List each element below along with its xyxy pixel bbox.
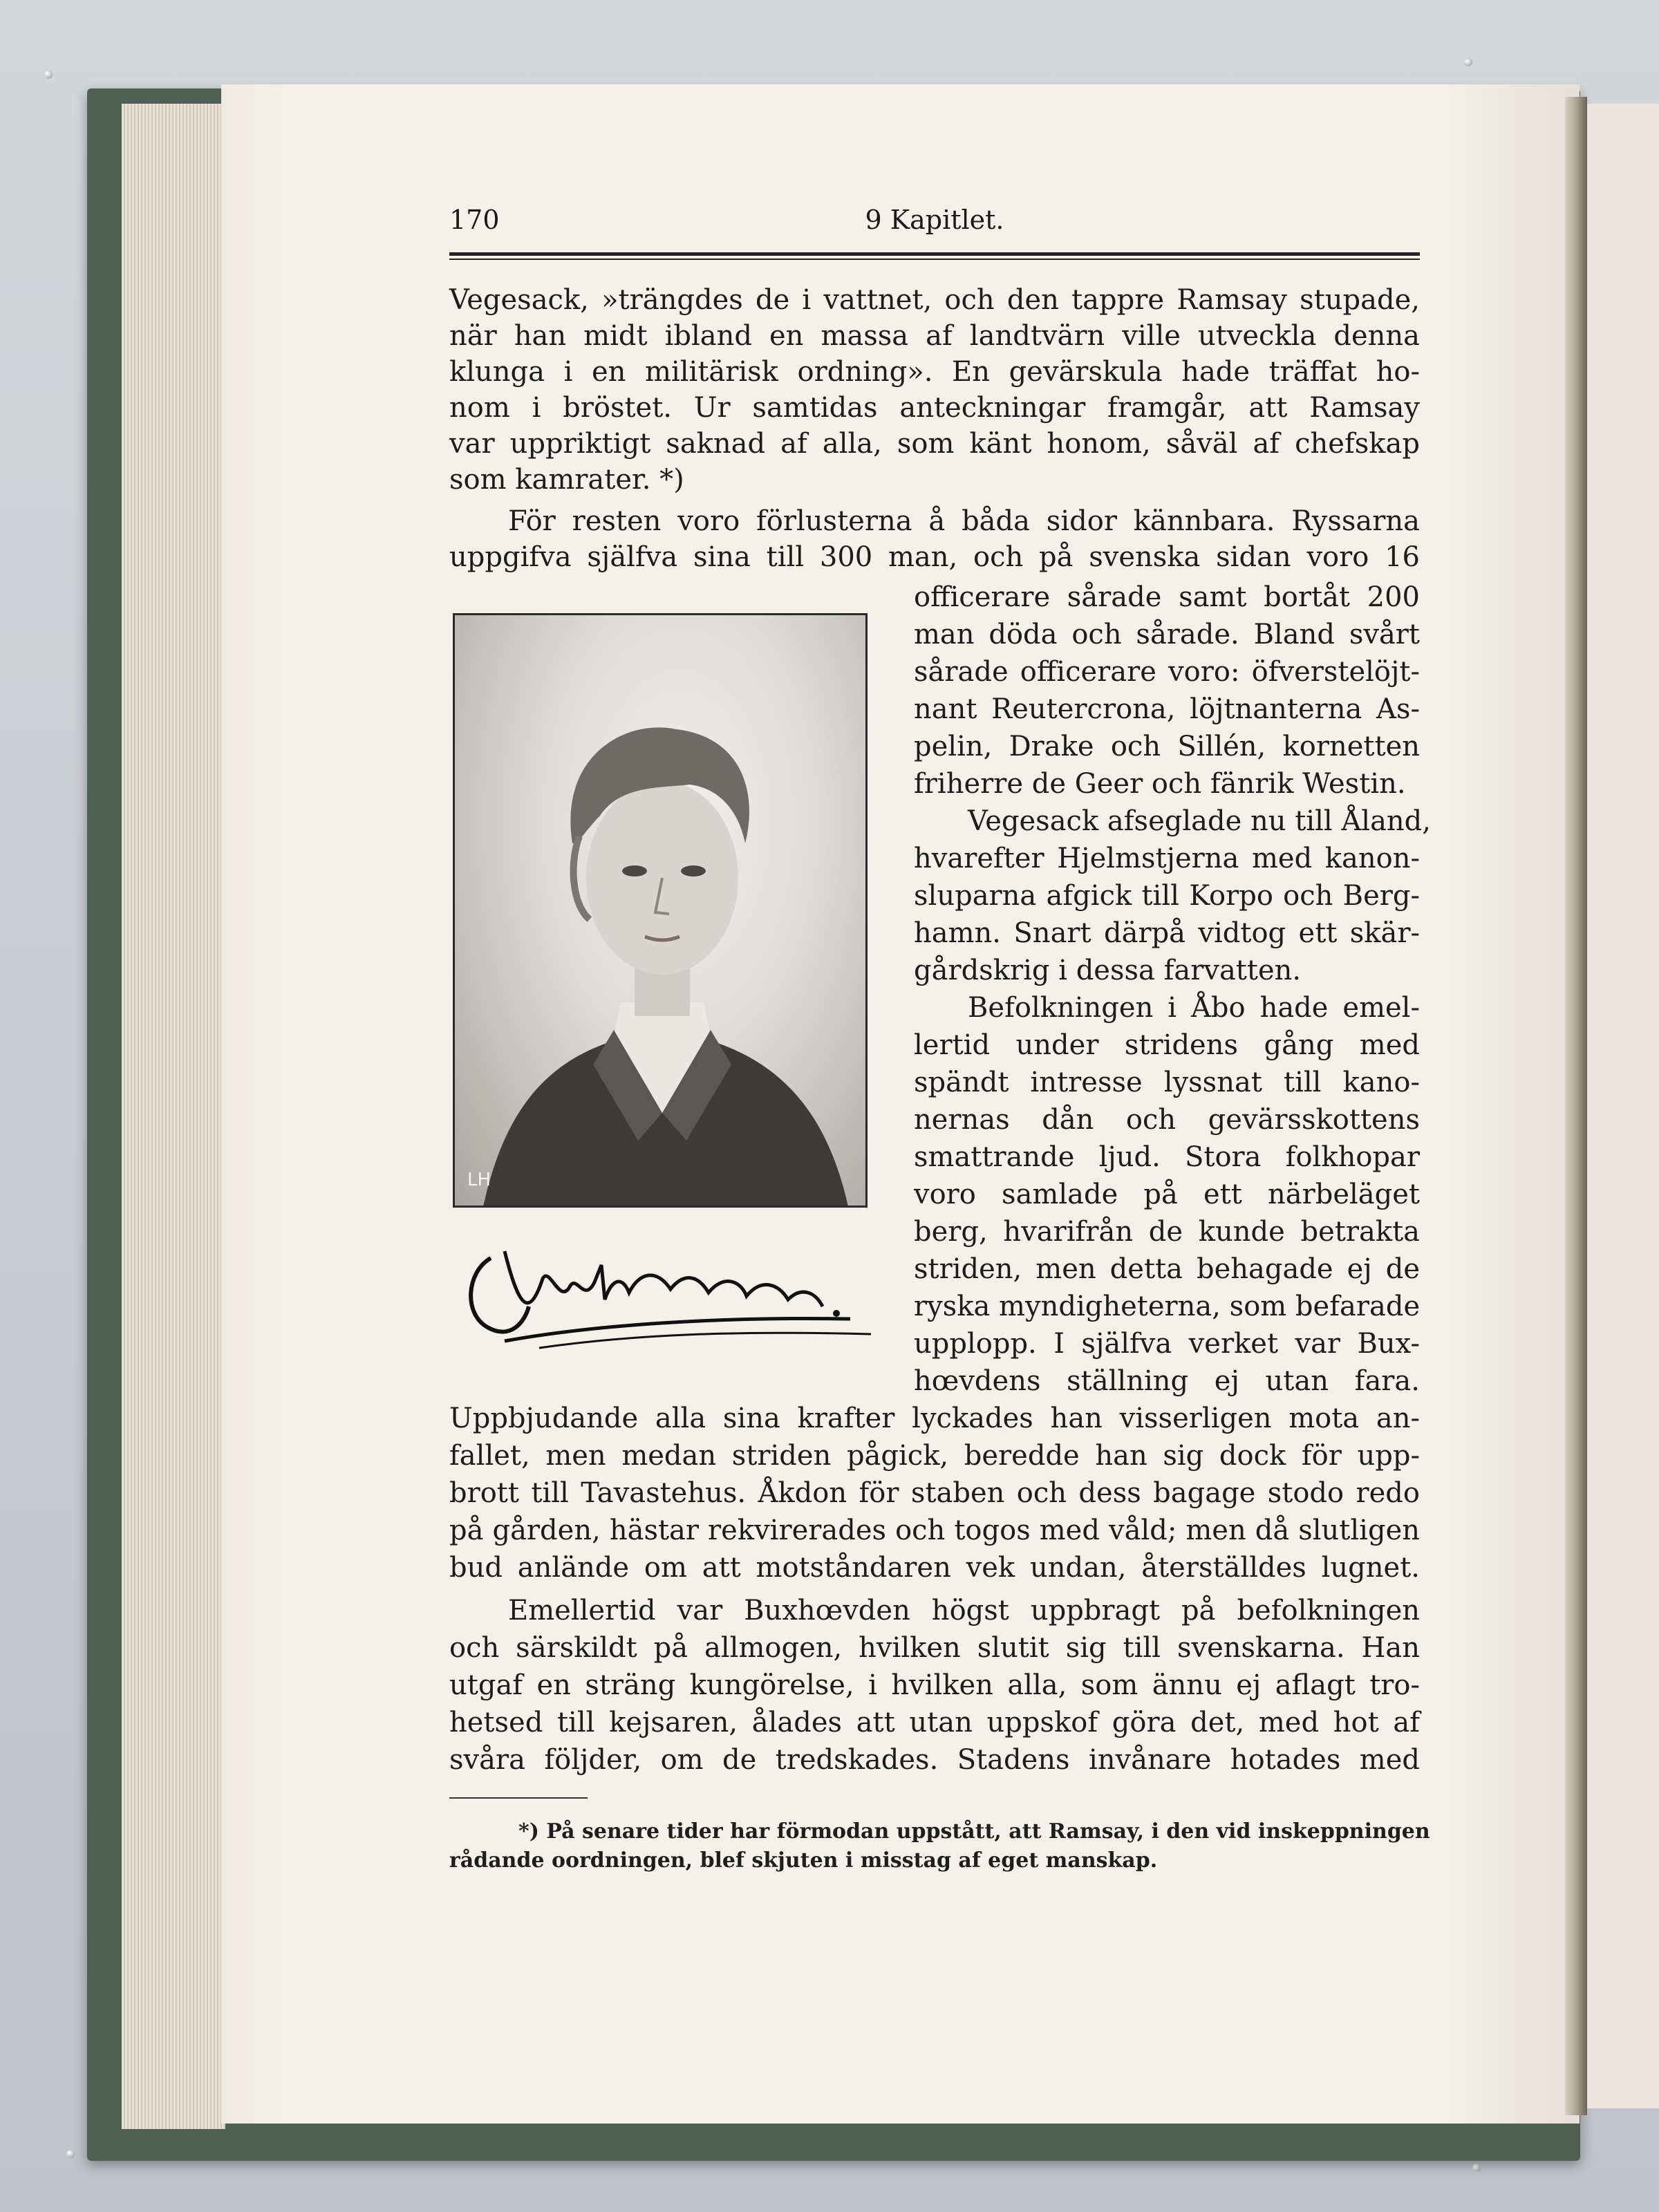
text-line: fallet, men medan striden pågick, beredde han sig dock för upp-	[449, 1440, 1420, 1472]
footnote-line: *) På senare tider har förmodan uppstått, att Ramsay, i den vid inskeppningen	[518, 1819, 1430, 1844]
text-line: striden, men detta behagade ej de	[914, 1253, 1420, 1285]
text-line: svåra följder, om de tredskades. Stadens invånare hotades med	[449, 1744, 1420, 1776]
text-line: nom i bröstet. Ur samtidas anteckningar framgår, att Ramsay	[449, 392, 1420, 424]
header-rule	[449, 252, 1420, 256]
text-line: berg, hvarifrån de kunde betrakta	[914, 1216, 1420, 1248]
corner-pin-icon	[1464, 58, 1472, 66]
corner-pin-icon	[1472, 2164, 1481, 2172]
portrait-monogram: LH	[467, 1170, 491, 1190]
text-line: man döda och sårade. Bland svårt	[914, 619, 1420, 650]
text-line: nant Reutercrona, löjtnanterna As-	[914, 693, 1420, 725]
text-line: ryska myndigheterna, som befarade	[914, 1291, 1421, 1322]
text-line: hamn. Snart därpå vidtog ett skär-	[914, 917, 1420, 949]
text-line: Emellertid var Buxhœvden högst uppbragt på befolkningen	[508, 1595, 1420, 1627]
text-line: sluparna afgick till Korpo och Berg-	[914, 880, 1420, 912]
footnote-line: rådande oordningen, blef skjuten i misstag af eget manskap.	[449, 1848, 1158, 1873]
text-line: på gården, hästar rekvirerades och togos med våld; men då slutligen	[449, 1515, 1420, 1546]
text-line: Vegesack, »trängdes de i vattnet, och den tappre Ramsay stupade,	[449, 284, 1420, 316]
signature-drawing	[463, 1237, 892, 1355]
text-line: voro samlade på ett närbeläget	[914, 1179, 1420, 1210]
text-line: när han midt ibland en massa af landtvärn ville utveckla denna	[449, 320, 1420, 352]
header-rule-thin	[449, 259, 1420, 260]
text-line: lertid under stridens gång med	[914, 1029, 1420, 1061]
text-line: hvarefter Hjelmstjerna med kanon-	[914, 843, 1420, 874]
text-line: och särskildt på allmogen, hvilken slutit sig till svenskarna. Han	[449, 1632, 1420, 1664]
page-edges	[122, 104, 225, 2129]
text-line: sårade officerare voro: öfverstelöjt-	[914, 656, 1420, 688]
text-line: klunga i en militärisk ordning». En gevärskula hade träffat ho-	[449, 356, 1420, 388]
text-line: som kamrater. *)	[449, 464, 684, 496]
text-line: bud anlände om att motståndaren vek undan, återställdes lugnet.	[449, 1552, 1420, 1584]
facing-page-edge	[1587, 104, 1659, 2108]
text-line: gårdskrig i dessa farvatten.	[914, 955, 1302, 986]
text-line: brott till Tavastehus. Åkdon för staben och dess bagage stodo redo	[449, 1477, 1420, 1509]
text-line: pelin, Drake och Sillén, kornetten	[914, 731, 1420, 762]
text-line: Befolkningen i Åbo hade emel-	[968, 992, 1420, 1024]
text-line: friherre de Geer och fänrik Westin.	[914, 768, 1406, 800]
text-line: var uppriktigt saknad af alla, som känt honom, såväl af chefskap	[449, 428, 1420, 460]
signature-illustration	[463, 1237, 892, 1358]
text-line: Vegesack afseglade nu till Åland,	[968, 805, 1431, 837]
text-line: hœvdens ställning ej utan fara.	[914, 1365, 1420, 1397]
corner-pin-icon	[66, 2150, 75, 2158]
text-line: upplopp. I själfva verket var Bux-	[914, 1328, 1420, 1360]
text-line: spändt intresse lyssnat till kano-	[914, 1067, 1420, 1098]
chapter-title: 9 Kapitlet.	[865, 205, 1004, 235]
text-line: utgaf en sträng kungörelse, i hvilken alla, som ännu ej aflagt tro-	[449, 1669, 1420, 1701]
portrait-engraving	[453, 613, 868, 1208]
page-number: 170	[449, 205, 500, 235]
text-line: hetsed till kejsaren, ålades att utan uppskof göra det, med hot af	[449, 1707, 1420, 1738]
book-gutter	[1565, 97, 1587, 2115]
text-line: uppgifva själfva sina till 300 man, och på svenska sidan voro 16	[449, 541, 1420, 573]
corner-pin-icon	[44, 71, 53, 79]
running-header	[449, 205, 1420, 246]
text-line: smattrande ljud. Stora folkhopar	[914, 1141, 1420, 1173]
text-line: För resten voro förlusterna å båda sidor kännbara. Ryssarna	[508, 505, 1420, 537]
text-line: officerare sårade samt bortåt 200	[914, 581, 1420, 613]
footnote-rule	[449, 1797, 588, 1799]
portrait-drawing	[455, 615, 868, 1208]
text-line: Uppbjudande alla sina krafter lyckades han visserligen mota an-	[449, 1403, 1420, 1434]
text-line: nernas dån och gevärsskottens	[914, 1104, 1420, 1136]
